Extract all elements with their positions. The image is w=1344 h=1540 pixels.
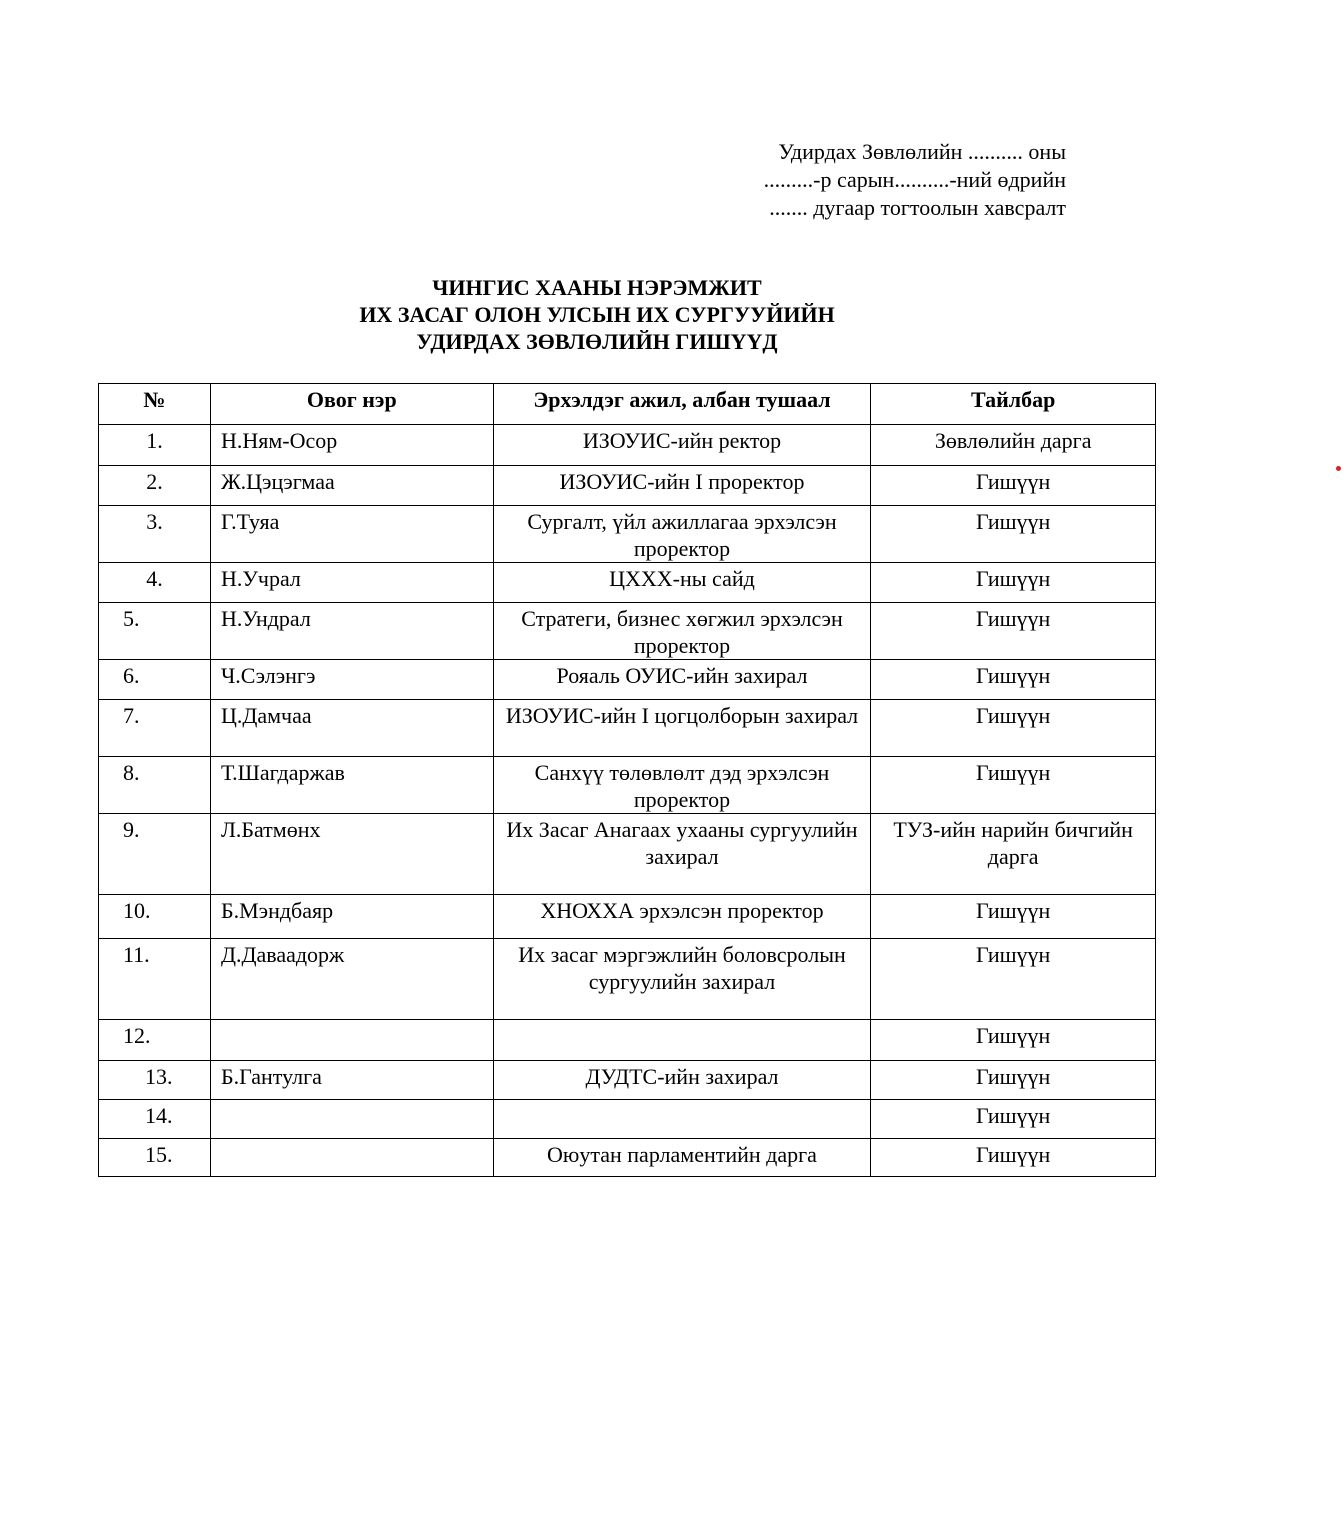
row-number: 15. [99,1139,211,1177]
table-row [99,603,1156,660]
table-row [99,466,1156,506]
row-name: Б.Мэндбаяр [210,895,493,939]
table-row [99,1139,1156,1177]
row-note: Гишүүн [871,700,1156,757]
row-name: Д.Даваадорж [210,939,493,1020]
row-note: Гишүүн [871,895,1156,939]
table-row [99,700,1156,757]
table-row [99,1020,1156,1061]
row-number: 14. [99,1100,211,1139]
row-note: Гишүүн [871,563,1156,603]
row-name: Ж.Цэцэгмаа [210,466,493,506]
row-name: Н.Ундрал [210,603,493,660]
row-note: Гишүүн [871,506,1156,563]
row-note: Зөвлөлийн дарга [871,425,1156,466]
header-name: Овог нэр [210,384,493,425]
table-row [99,895,1156,939]
appendix-header [764,138,1066,222]
row-number: 7. [99,700,211,757]
table-row [99,660,1156,700]
header-line-1: Удирдах Зөвлөлийн .......... оны [778,139,1066,164]
row-name: Б.Гантулга [210,1061,493,1100]
row-note: Гишүүн [871,757,1156,814]
row-position: Оюутан парламентийн дарга [493,1139,871,1177]
row-name: Г.Туяа [210,506,493,563]
title-line-2: ИХ ЗАСАГ ОЛОН УЛСЫН ИХ СУРГУУЙИЙН [359,302,835,327]
header-number: № [99,384,211,425]
row-name: Ц.Дамчаа [210,700,493,757]
row-name: Ч.Сэлэнгэ [210,660,493,700]
row-number: 6. [99,660,211,700]
table-row [99,1061,1156,1100]
members-table [98,383,1156,1177]
title-line-3: УДИРДАХ ЗӨВЛӨЛИЙН ГИШҮҮД [416,329,778,354]
row-name: Н.Ням-Осор [210,425,493,466]
row-note: Гишүүн [871,1020,1156,1061]
row-position: ИЗОУИС-ийн ректор [493,425,871,466]
header-line-2: .........-р сарын..........-ний өдрийн [763,167,1066,192]
row-position: Стратеги, бизнес хөгжил эрхэлсэн проректор [493,603,871,660]
header-line-3: ....... дугаар тогтоолын хавсралт [769,195,1066,220]
row-number: 10. [99,895,211,939]
table-row [99,757,1156,814]
row-position: ИЗОУИС-ийн I цогцолборын захирал [493,700,871,757]
row-note: Гишүүн [871,660,1156,700]
row-number: 3. [99,506,211,563]
row-note: Гишүүн [871,1061,1156,1100]
row-name [210,1100,493,1139]
row-number: 2. [99,466,211,506]
row-note: Гишүүн [871,1139,1156,1177]
row-position [493,1100,871,1139]
row-number: 12. [99,1020,211,1061]
row-name: Л.Батмөнх [210,814,493,895]
table-row [99,814,1156,895]
row-number: 11. [99,939,211,1020]
row-number: 9. [99,814,211,895]
table-header-row [99,384,1156,425]
table-row [99,506,1156,563]
row-name: Т.Шагдаржав [210,757,493,814]
row-note: Гишүүн [871,1100,1156,1139]
header-position: Эрхэлдэг ажил, албан тушаал [493,384,871,425]
row-position: Санхүү төлөвлөлт дэд эрхэлсэн проректор [493,757,871,814]
row-name [210,1020,493,1061]
row-note: Гишүүн [871,603,1156,660]
table-row [99,939,1156,1020]
row-position [493,1020,871,1061]
row-position: ДУДТС-ийн захирал [493,1061,871,1100]
row-note: Гишүүн [871,466,1156,506]
row-name [210,1139,493,1177]
row-position: ХНОХХА эрхэлсэн проректор [493,895,871,939]
margin-mark [1336,466,1341,471]
table-row [99,425,1156,466]
row-position: Их Засаг Анагаах ухааны сургуулийн захирал [493,814,871,895]
row-number: 8. [99,757,211,814]
row-number: 13. [99,1061,211,1100]
row-position: Рояаль ОУИС-ийн захирал [493,660,871,700]
title-line-1: ЧИНГИС ХААНЫ НЭРЭМЖИТ [432,275,762,300]
row-number: 5. [99,603,211,660]
row-number: 1. [99,425,211,466]
document-title [98,274,1096,355]
row-number: 4. [99,563,211,603]
table-row [99,563,1156,603]
table-row [99,1100,1156,1139]
row-note: Гишүүн [871,939,1156,1020]
row-name: Н.Учрал [210,563,493,603]
row-position: Их засаг мэргэжлийн боловсролын сургуулийн захирал [493,939,871,1020]
row-position: Сургалт, үйл ажиллагаа эрхэлсэн проректор [493,506,871,563]
row-position: ЦХХХ-ны сайд [493,563,871,603]
header-note: Тайлбар [871,384,1156,425]
row-note: ТУЗ-ийн нарийн бичгийн дарга [871,814,1156,895]
row-position: ИЗОУИС-ийн I проректор [493,466,871,506]
